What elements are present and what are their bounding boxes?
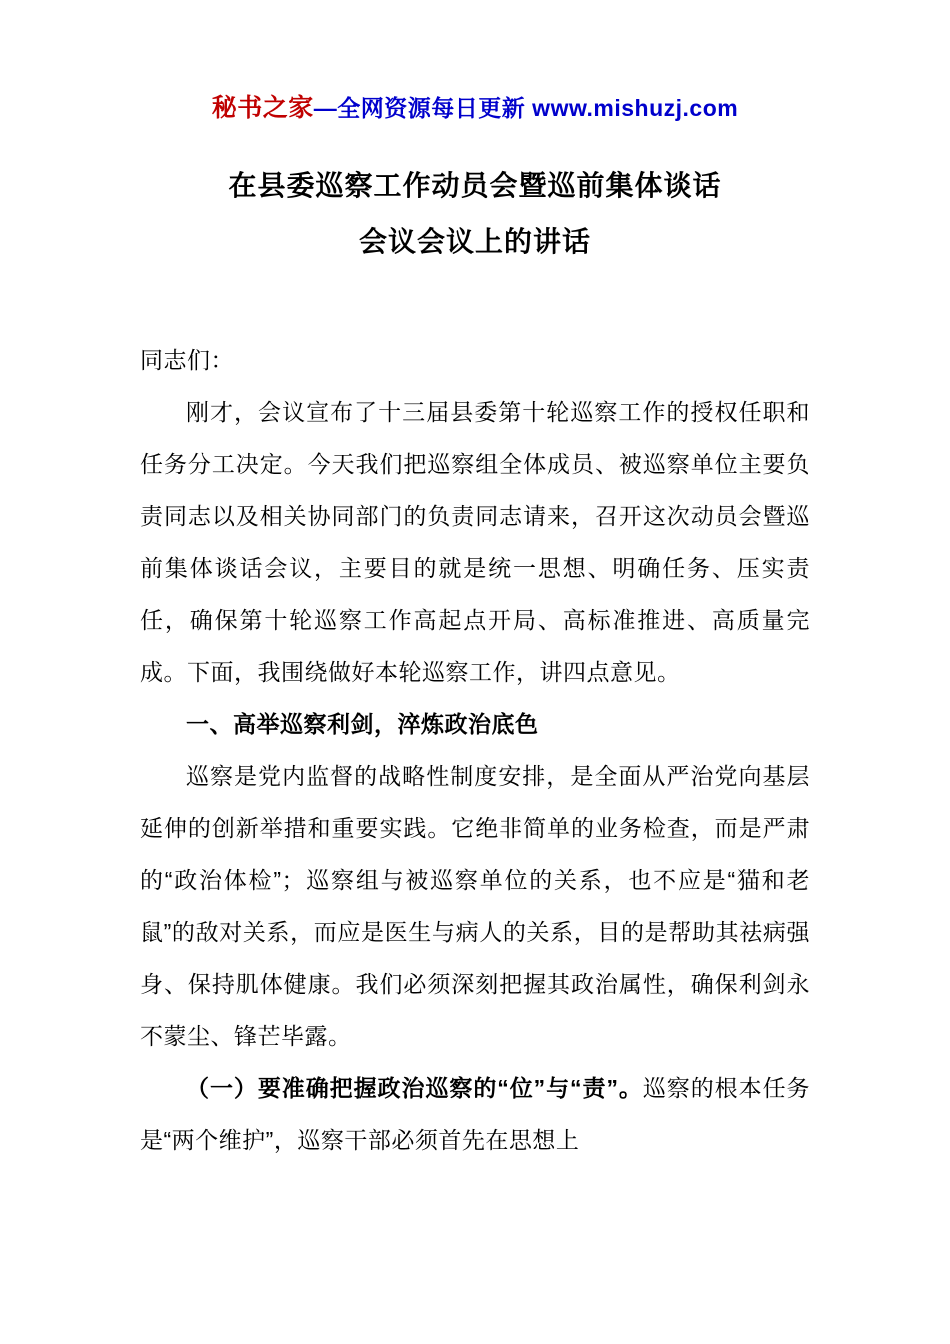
document-body xyxy=(140,334,810,1166)
subsection-1-rest: 巡察的根本任务是“两个维护”，巡察干部必须首先在思想上 xyxy=(140,1075,811,1153)
document-title xyxy=(140,158,810,270)
document-title-line2: 会议会议上的讲话 xyxy=(358,226,591,257)
paragraph-section-1-body: 巡察是党内监督的战略性制度安排，是全面从严治党向基层延伸的创新举措和重要实践。它绝非简单的业务检查，而是严肃的“政治体检”；巡察组与被巡察单位的关系，也不应是“猫和老鼠”的敌对关系，而应是医生与病人的关系，目的是帮助其祛病强身、保持肌体健康。我们必须深刻把握其政治属性，确保利剑永不蒙尘、锋芒毕露。 xyxy=(140,763,810,1049)
salutation: 同志们： xyxy=(140,347,234,373)
document-title-line1: 在县委巡察工作动员会暨巡前集体谈话 xyxy=(228,170,722,201)
site-tagline: —全网资源每日更新 www.mishuzj.com xyxy=(313,95,739,121)
paragraph-opening: 刚才，会议宣布了十三届县委第十轮巡察工作的授权任职和任务分工决定。今天我们把巡察组全体成员、被巡察单位主要负责同志以及相关协同部门的负责同志请来，召开这次动员会暨巡前集体谈话会议，主要目的就是统一思想、明确任务、压实责任，确保第十轮巡察工作高起点开局、高标准推进、高质量完成。下面，我围绕做好本轮巡察工作，讲四点意见。 xyxy=(140,399,810,685)
site-brand: 秘书之家 xyxy=(211,94,314,122)
section-heading-1: 一、高举巡察利剑，淬炼政治底色 xyxy=(186,711,539,737)
site-header xyxy=(140,88,810,124)
subsection-1-lead: （一）要准确把握政治巡察的“位”与“责”。 xyxy=(186,1075,643,1101)
paragraph-subsection-1 xyxy=(140,1062,810,1166)
